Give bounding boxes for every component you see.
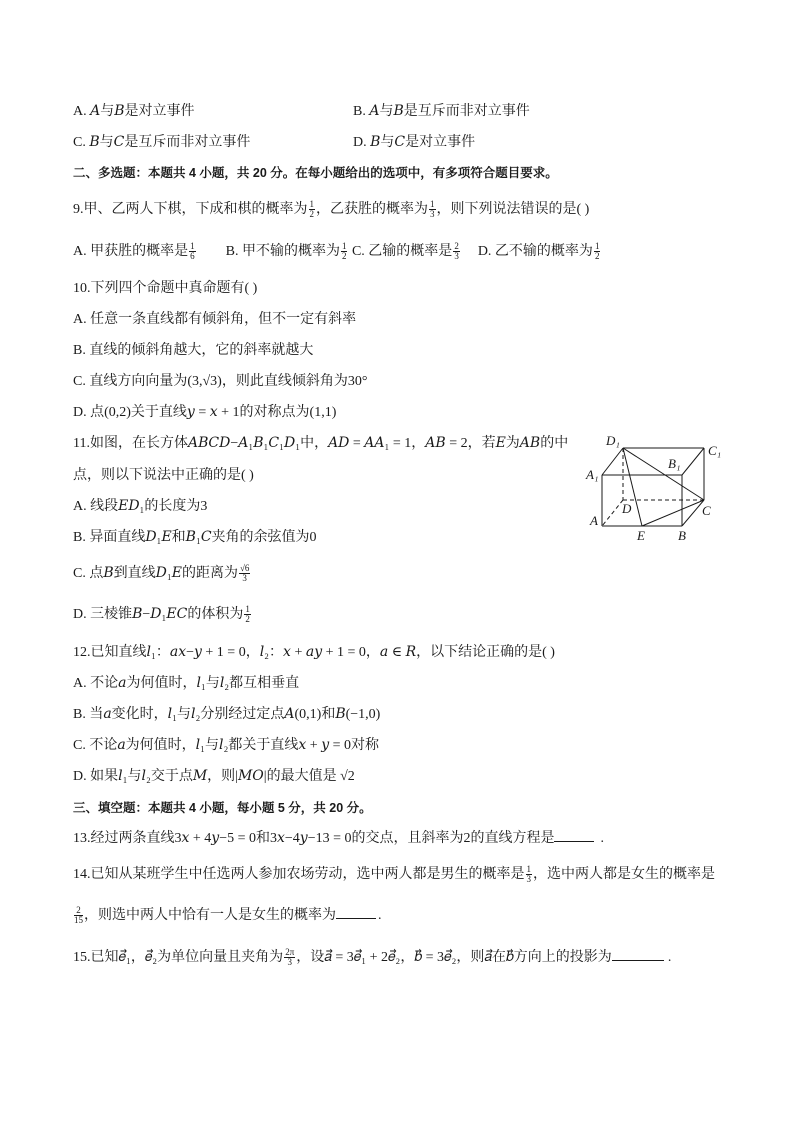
q9-stem: 9.甲、乙两人下棋，下成和棋的概率为 $\frac{1}{2}$ ，乙获胜的概率为 $\frac{1}{3}$ ，则下列说法错误的是( ) xyxy=(73,199,590,220)
cuboid-figure xyxy=(580,430,730,545)
fraction: $\frac{1}{2}$ xyxy=(309,199,314,220)
q9-option-d: D. 乙不输的概率为 $\frac{1}{2}$ xyxy=(477,241,600,262)
q9-option-a: A. 甲获胜的概率是 $\frac{1}{6}$ xyxy=(73,241,195,262)
q11-option-c: C. 点𝐵到直线𝐷₁𝐸的距离为 $\frac{√6}{3}$ xyxy=(73,563,250,584)
q8-option-c: C. 𝐵与𝐶是互斥而非对立事件 xyxy=(73,135,251,150)
label-A1: A₁ xyxy=(586,467,599,482)
answer-blank[interactable] xyxy=(554,829,594,842)
q11-option-d: D. 三棱锥𝐵−𝐷₁𝐸𝐶的体积为 $\frac{1}{2}$ xyxy=(73,604,250,625)
q15-stem: 15.已知𝑒⃗₁，𝑒⃗₂为单位向量且夹角为 $\frac{2\pi}{3}$ ，设𝑎⃗ = 3𝑒⃗₁ + 2𝑒⃗₂，𝑏⃗ = 3𝑒⃗₂，则𝑎⃗在𝑏⃗方向上的投影为 . xyxy=(73,947,672,968)
q13-stem: 13.经过两条直线3𝑥 + 4𝑦−5 = 0和3𝑥−4𝑦−13 = 0的交点，且斜率为2的直线方程是 . xyxy=(73,831,604,846)
q12-option-c: C. 不论𝑎为何值时，𝑙₁与𝑙₂都关于直线𝑥 + 𝑦 = 0对称 xyxy=(73,738,379,753)
section-3-heading: 三、填空题：本题共 4 小题，每小题 5 分，共 20 分。 xyxy=(73,801,372,815)
answer-blank[interactable] xyxy=(336,906,376,919)
q9-option-c: C. 乙输的概率是 $\frac{2}{3}$ xyxy=(351,241,459,262)
label-B: B xyxy=(678,528,686,543)
label-B1: B₁ xyxy=(668,456,681,471)
q11-stem-line1: 11.如图，在长方体𝐴𝐵𝐶𝐷−𝐴₁𝐵₁𝐶₁𝐷₁中，𝐴𝐷 = 𝐴𝐴₁ = 1，𝐴𝐵 = 2，若𝐸为𝐴𝐵的中 xyxy=(73,436,569,451)
q12-option-d: D. 如果𝑙₁与𝑙₂交于点𝑀，则|𝑀𝑂|的最大值是 √2 xyxy=(73,769,355,784)
q10-stem: 10.下列四个命题中真命题有( ) xyxy=(73,281,258,296)
q10-option-a: A. 任意一条直线都有倾斜角，但不一定有斜率 xyxy=(73,312,357,327)
q11-option-a: A. 线段𝐸𝐷₁的长度为3 xyxy=(73,499,208,514)
q14-stem-line2: $\frac{2}{15}$ ，则选中两人中恰有一人是女生的概率为 . xyxy=(74,905,382,926)
q10-option-d: D. 点(0,2)关于直线𝑦 = 𝑥 + 1的对称点为(1,1) xyxy=(73,405,337,420)
q9-options xyxy=(73,242,601,262)
label-A: A xyxy=(590,513,598,528)
q11-stem-line2: 点，则以下说法中正确的是( ) xyxy=(73,468,254,483)
label-C1: C₁ xyxy=(708,443,722,458)
fraction: $\frac{1}{3}$ xyxy=(430,199,435,220)
q14-stem-line1: 14.已知从某班学生中任选两人参加农场劳动，选中两人都是男生的概率是 $\frac{1}{3}$ ，选中两人都是女生的概率是 xyxy=(73,864,715,885)
section-2-heading: 二、多选题：本题共 4 小题，共 20 分。在每小题给出的选项中，有多项符合题目要求。 xyxy=(73,166,558,180)
q12-stem: 12.已知直线𝑙₁：𝑎𝑥−𝑦 + 1 = 0，𝑙₂：𝑥 + 𝑎𝑦 + 1 = 0，𝑎 ∈ 𝑅，以下结论正确的是( ) xyxy=(73,645,555,660)
q12-option-a: A. 不论𝑎为何值时，𝑙₁与𝑙₂都互相垂直 xyxy=(73,676,300,691)
q12-option-b: B. 当𝑎变化时，𝑙₁与𝑙₂分别经过定点𝐴(0,1)和𝐵(−1,0) xyxy=(73,707,381,722)
q9-option-b: B. 甲不输的概率为 $\frac{1}{2}$ xyxy=(225,241,347,262)
q10-option-c: C. 直线方向向量为(3,√3)，则此直线倾斜角为30° xyxy=(73,374,368,389)
answer-blank[interactable] xyxy=(612,948,664,961)
label-C: C xyxy=(702,503,711,518)
label-D1: D₁ xyxy=(606,433,620,448)
q8-option-d: D. 𝐵与𝐶是对立事件 xyxy=(353,135,476,150)
q11-option-b: B. 异面直线𝐷₁𝐸和𝐵₁𝐶夹角的余弦值为0 xyxy=(73,530,317,545)
q8-option-a: A. 𝐴与𝐵是对立事件 xyxy=(73,104,195,119)
label-E: E xyxy=(637,528,645,543)
label-D: D xyxy=(622,501,632,516)
q10-option-b: B. 直线的倾斜角越大，它的斜率就越大 xyxy=(73,343,314,358)
q8-option-b: B. 𝐴与𝐵是互斥而非对立事件 xyxy=(353,104,530,119)
